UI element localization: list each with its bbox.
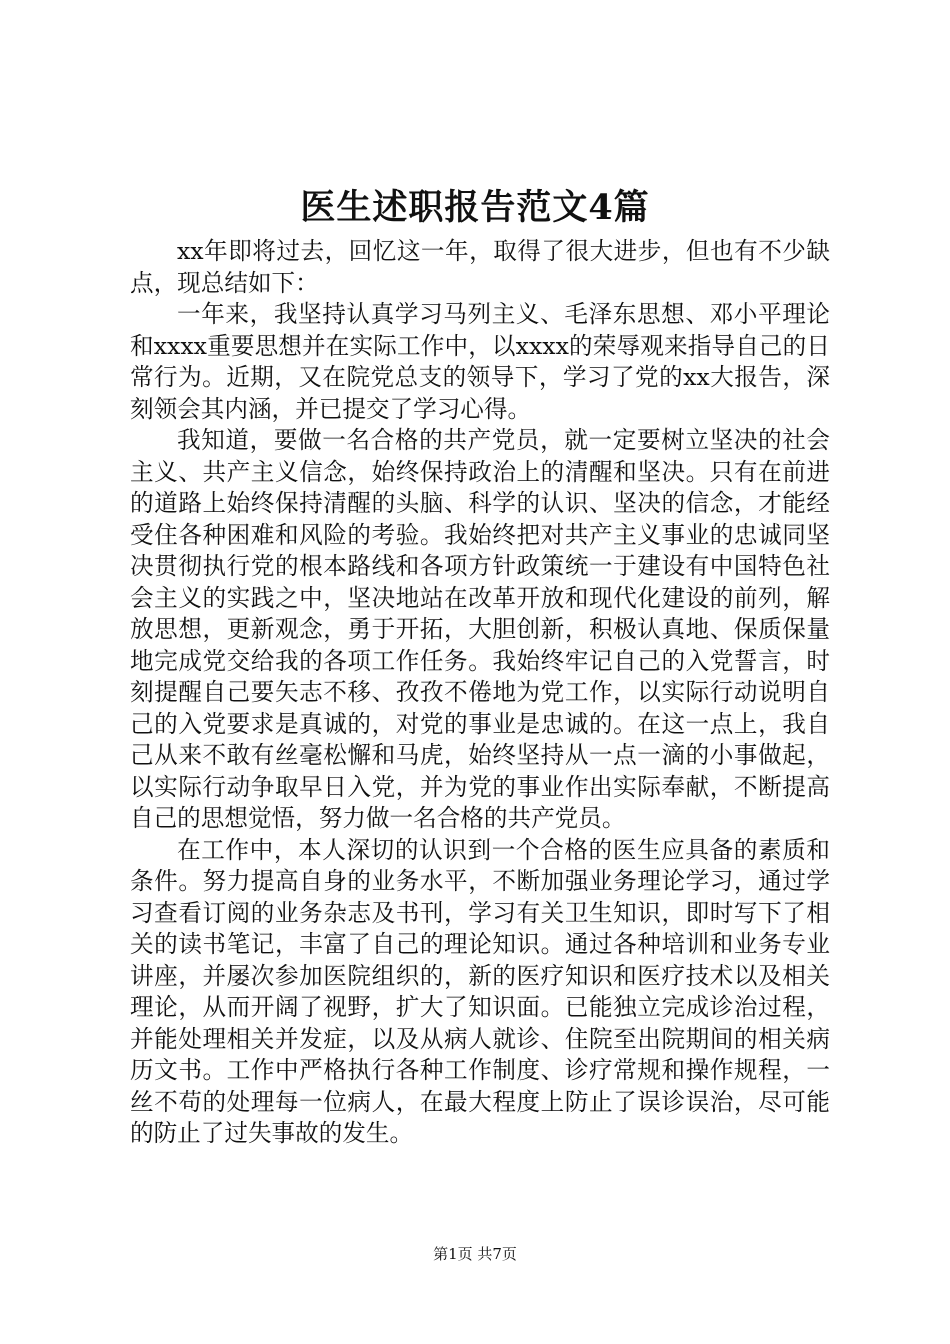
paragraph-intro: xx年即将过去，回忆这一年，取得了很大进步，但也有不少缺点，现总结如下： bbox=[130, 237, 830, 297]
document-body bbox=[130, 236, 830, 1150]
paragraph-study: 一年来，我坚持认真学习马列主义、毛泽东思想、邓小平理论和xxxx重要思想并在实际工作中，以xxxx的荣辱观来指导自己的日常行为。近期，又在院党总支的领导下，学习了党的xx大报告，深刻领会其内涵，并已提交了学习心得。 bbox=[130, 300, 830, 423]
paragraph-work: 在工作中，本人深切的认识到一个合格的医生应具备的素质和条件。努力提高自身的业务水平，不断加强业务理论学习，通过学习查看订阅的业务杂志及书刊，学习有关卫生知识，即时写下了相关的读书笔记，丰富了自己的理论知识。通过各种培训和业务专业讲座，并屡次参加医院组织的，新的医疗知识和医疗技术以及相关理论，从而开阔了视野，扩大了知识面。已能独立完成诊治过程，并能处理相关并发症，以及从病人就诊、住院至出院期间的相关病历文书。工作中严格执行各种工作制度、诊疗常规和操作规程，一丝不苟的处理每一位病人，在最大程度上防止了误诊误治，尽可能的防止了过失事故的发生。 bbox=[130, 835, 830, 1147]
page-number-footer: 第1页 共7页 bbox=[433, 1245, 517, 1263]
paragraph-party-member: 我知道，要做一名合格的共产党员，就一定要树立坚决的社会主义、共产主义信念，始终保持政治上的清醒和坚决。只有在前进的道路上始终保持清醒的头脑、科学的认识、坚决的信念，才能经受住各种困难和风险的考验。我始终把对共产主义事业的忠诚同坚决贯彻执行党的根本路线和各项方针政策统一于建设有中国特色社会主义的实践之中，坚决地站在改革开放和现代化建设的前列，解放思想，更新观念，勇于开拓，大胆创新，积极认真地、保质保量地完成党交给我的各项工作任务。我始终牢记自己的入党誓言，时刻提醒自己要矢志不移、孜孜不倦地为党工作，以实际行动说明自己的入党要求是真诚的，对党的事业是忠诚的。在这一点上，我自己从来不敢有丝毫松懈和马虎，始终坚持从一点一滴的小事做起，以实际行动争取早日入党，并为党的事业作出实际奉献，不断提高自己的思想觉悟，努力做一名合格的共产党员。 bbox=[130, 426, 830, 832]
document-title: 医生述职报告范文4篇 bbox=[300, 187, 650, 228]
